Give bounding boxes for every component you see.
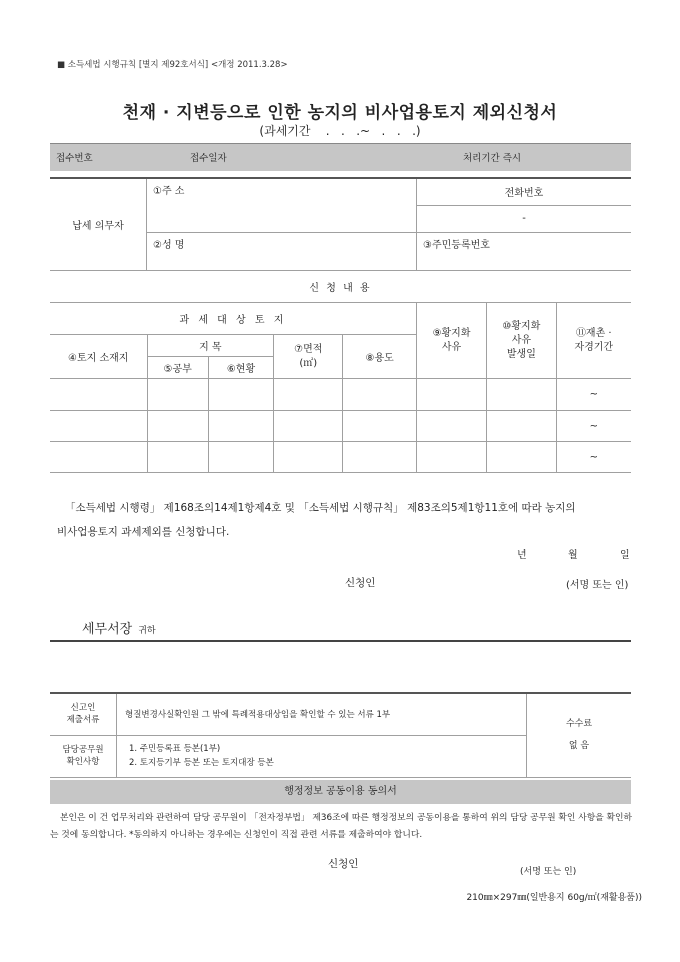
statement-line-2: 비사업용토지 과세제외를 신청합니다. — [57, 526, 230, 538]
info-sharing-header: 행정정보 공동이용 동의서 — [50, 780, 631, 804]
tax-office-addressee — [82, 618, 156, 637]
reason-cell[interactable] — [416, 442, 486, 473]
verify-docs-list — [117, 735, 527, 777]
year-label: 년 — [517, 550, 527, 561]
reason-cell[interactable] — [416, 379, 486, 411]
page-title: 천재 · 지변등으로 인한 농지의 비사업용토지 제외신청서 — [122, 103, 558, 123]
section-divider — [50, 640, 631, 642]
submit-docs-text: 형질변경사실확인원 그 밖에 특례적용대상임을 확인할 수 있는 서류 1부 — [117, 693, 527, 735]
info-sharing-text: 본인은 이 건 업무처리와 관련하여 담당 공무원이 「전자정부법」 제36조에 따른 행정정보의 공동이용을 통하여 위의 담당 공무원 확인 사항을 확인하는 것에 동의합니다. *동의하지 아니하는 경우에는 신청인이 직접 관련 서류를 제출하여야 합니다. — [50, 813, 632, 840]
usage-cell[interactable] — [343, 442, 416, 473]
fee-value: 없 음 — [568, 741, 590, 752]
name-field[interactable] — [147, 232, 417, 270]
location-cell[interactable] — [50, 442, 147, 473]
sharing-signature-field[interactable]: (서명 또는 인) — [520, 867, 577, 877]
reason-date-cell[interactable] — [487, 442, 556, 473]
processing-period-label: 처리기간 즉시 — [463, 153, 522, 164]
day-label: 일 — [620, 550, 630, 561]
rrn-field[interactable] — [417, 232, 632, 270]
current-cell[interactable] — [208, 379, 273, 411]
area-header — [274, 335, 343, 379]
applicant-label: 신청인 — [345, 577, 376, 589]
period-cell[interactable]: ~ — [556, 411, 631, 442]
tax-office-name: 세무서장 — [82, 622, 133, 637]
verify-item-1: 1. 주민등록표 등본(1부) — [129, 744, 221, 754]
official-cell[interactable] — [147, 379, 208, 411]
statement-line-1: 「소득세법 시행령」 제168조의14제1항제4호 및 「소득세법 시행규칙」 제83조의5제1항11호에 따라 농지의 — [65, 502, 576, 514]
fee-label: 수수료 — [565, 719, 593, 730]
farming-period-header: ⑪재촌 · 자경기간 — [556, 303, 631, 379]
sharing-applicant-label: 신청인 — [328, 858, 359, 870]
period-cell[interactable]: ~ — [556, 442, 631, 473]
area-unit: (㎡) — [299, 357, 318, 369]
reason-date-cell[interactable] — [487, 379, 556, 411]
reason-date-cell[interactable] — [487, 411, 556, 442]
name-label: ②성 명 — [153, 239, 185, 251]
current-cell[interactable] — [208, 442, 273, 473]
current-header: ⑥현황 — [208, 357, 273, 379]
tax-period-subtitle: (과세기간 . . .~ . . .) — [259, 124, 421, 138]
usage-cell[interactable] — [343, 379, 416, 411]
verify-docs-label: 담당공무원 확인사항 — [50, 735, 117, 777]
documents-table — [50, 692, 631, 778]
period-cell[interactable]: ~ — [556, 379, 631, 411]
signature-field[interactable]: (서명 또는 인) — [566, 580, 629, 591]
official-cell[interactable] — [147, 411, 208, 442]
usage-cell[interactable] — [343, 411, 416, 442]
table-row — [50, 442, 631, 473]
address-label: ①주 소 — [153, 186, 185, 197]
form-header-note: ■ 소득세법 시행규칙 [별지 제92호서식] <개정 2011.3.28> — [57, 60, 288, 70]
reason-header: ⑨황지화 사유 — [416, 303, 486, 379]
usage-header: ⑧용도 — [343, 335, 416, 379]
jimok-header: 지 목 — [147, 335, 274, 357]
land-location-header: ④토지 소재지 — [50, 335, 147, 379]
table-row — [50, 411, 631, 442]
receipt-date-label: 접수일자 — [190, 153, 227, 164]
location-cell[interactable] — [50, 379, 147, 411]
reason-date-header: ⑩황지화 사유 발생일 — [487, 303, 556, 379]
area-label: ⑦면적 — [294, 343, 323, 355]
land-table — [50, 302, 631, 473]
receipt-bar — [50, 143, 631, 171]
current-cell[interactable] — [208, 411, 273, 442]
taxable-land-group-label: 과 세 대 상 토 지 — [50, 303, 416, 335]
table-row — [50, 379, 631, 411]
submit-docs-label: 신고인 제출서류 — [50, 693, 117, 735]
phone-field[interactable]: - — [417, 205, 632, 232]
location-cell[interactable] — [50, 411, 147, 442]
rrn-label: ③주민등록번호 — [423, 239, 490, 251]
statement — [57, 496, 632, 544]
paper-spec-note: 210㎜×297㎜(일반용지 60g/㎡(재활용품)) — [466, 893, 642, 903]
receipt-number-label: 접수번호 — [56, 153, 93, 164]
fee-cell — [527, 693, 632, 777]
content-header-table — [50, 270, 631, 303]
month-label: 월 — [568, 550, 578, 561]
taxpayer-table — [50, 177, 631, 271]
official-cell[interactable] — [147, 442, 208, 473]
taxpayer-section-label: 납세 의무자 — [50, 178, 147, 270]
official-header: ⑤공부 — [147, 357, 208, 379]
tax-office-suffix: 귀하 — [138, 626, 156, 636]
area-cell[interactable] — [274, 379, 343, 411]
phone-label: 전화번호 — [417, 178, 632, 205]
reason-cell[interactable] — [416, 411, 486, 442]
area-cell[interactable] — [274, 442, 343, 473]
verify-item-2: 2. 토지등기부 등본 또는 토지대장 등본 — [129, 758, 274, 768]
area-cell[interactable] — [274, 411, 343, 442]
content-header: 신 청 내 용 — [50, 271, 631, 303]
address-field[interactable] — [147, 178, 417, 232]
